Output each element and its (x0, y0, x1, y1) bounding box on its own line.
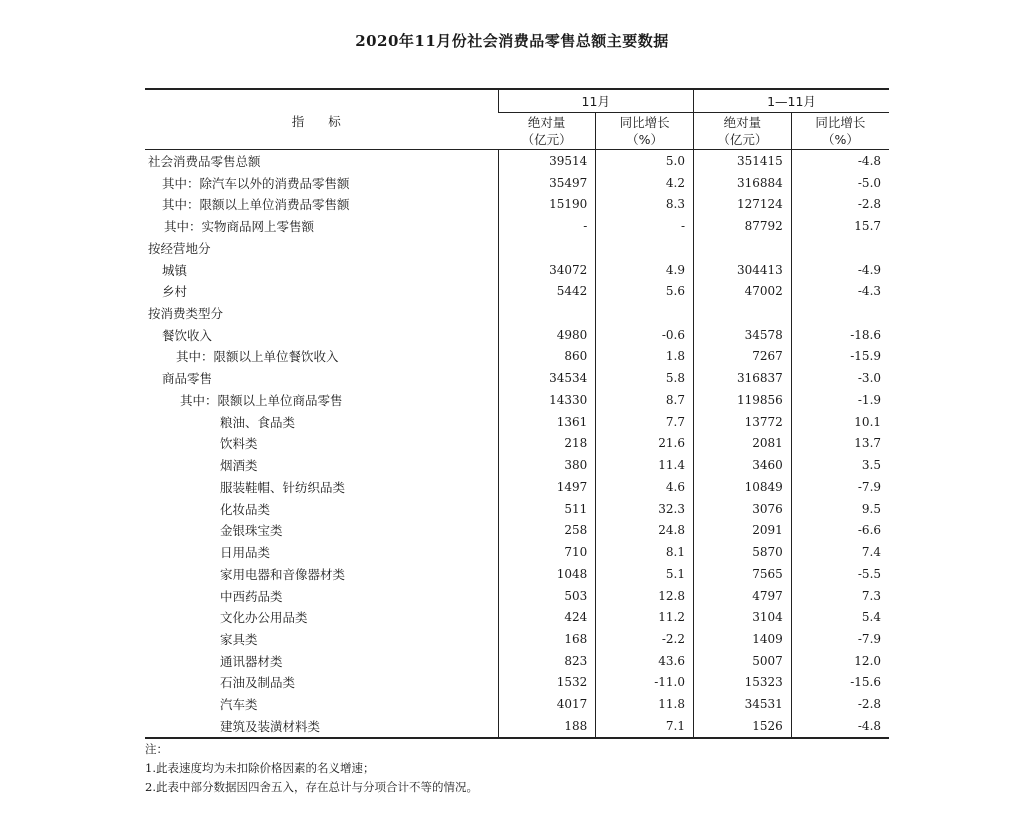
nov-yoy-cell: 5.1 (596, 563, 694, 585)
ytd-yoy-cell: 15.7 (791, 215, 889, 237)
ytd-absolute-cell: 10849 (694, 476, 792, 498)
ytd-yoy-cell: -15.9 (791, 346, 889, 368)
ytd-yoy-cell: -4.9 (791, 259, 889, 281)
table-row (145, 693, 889, 715)
ytd-yoy-cell: -4.8 (791, 715, 889, 738)
ytd-yoy-cell: 13.7 (791, 433, 889, 455)
nov-absolute-cell: 5442 (498, 280, 596, 302)
row-label: 家用电器和音像器材类 (220, 566, 346, 582)
ytd-yoy-cell: -7.9 (791, 476, 889, 498)
ytd-absolute-cell: 15323 (694, 672, 792, 694)
nov-yoy-cell: 43.6 (596, 650, 694, 672)
abs-unit: （亿元） (717, 132, 768, 147)
nov-absolute-cell: 1497 (498, 476, 596, 498)
nov-yoy-cell: 5.8 (596, 367, 694, 389)
nov-absolute-cell: 34534 (498, 367, 596, 389)
ytd-absolute-cell: 87792 (694, 215, 792, 237)
table-row (145, 172, 889, 194)
table-row (145, 715, 889, 738)
nov-absolute-cell: 188 (498, 715, 596, 738)
page-title: 2020年11月份社会消费品零售总额主要数据 (355, 32, 669, 50)
ytd-absolute-cell: 3104 (694, 606, 792, 628)
table-body (145, 150, 889, 738)
abs-label: 绝对量 (527, 115, 566, 130)
ytd-yoy-cell: -2.8 (791, 193, 889, 215)
notes-heading: 注： (145, 742, 168, 756)
ytd-yoy-cell: 5.4 (791, 606, 889, 628)
ytd-absolute-cell: 34531 (694, 693, 792, 715)
ytd-absolute-cell: 316884 (694, 172, 792, 194)
ytd-yoy-cell: -7.9 (791, 628, 889, 650)
ytd-absolute-cell: 1526 (694, 715, 792, 738)
row-label: 其中：实物商品网上零售额 (164, 219, 315, 235)
retail-sales-table (145, 88, 889, 739)
row-label: 化妆品类 (220, 501, 271, 517)
row-label: 社会消费品零售总额 (148, 153, 261, 169)
nov-absolute-cell: 35497 (498, 172, 596, 194)
table-row (145, 454, 889, 476)
ytd-yoy-cell: 7.3 (791, 585, 889, 607)
ytd-absolute-cell: 34578 (694, 324, 792, 346)
ytd-absolute-header (694, 113, 792, 150)
ytd-yoy-cell: -4.8 (791, 150, 889, 172)
nov-absolute-cell: 823 (498, 650, 596, 672)
note-item: 2.此表中部分数据因四舍五入，存在总计与分项合计不等的情况。 (145, 780, 478, 794)
nov-absolute-cell (498, 237, 596, 259)
ytd-absolute-cell: 2091 (694, 519, 792, 541)
table-row (145, 433, 889, 455)
table-row (145, 672, 889, 694)
ytd-yoy-cell: 3.5 (791, 454, 889, 476)
nov-yoy-cell: 5.6 (596, 280, 694, 302)
yoy-label: 同比增长 (619, 115, 670, 130)
nov-absolute-cell: 218 (498, 433, 596, 455)
nov-absolute-cell: 380 (498, 454, 596, 476)
nov-yoy-cell: 8.7 (596, 389, 694, 411)
table-row (145, 650, 889, 672)
table-row (145, 302, 889, 324)
november-header: 11月 (498, 89, 694, 113)
ytd-absolute-cell: 47002 (694, 280, 792, 302)
ytd-absolute-cell: 2081 (694, 433, 792, 455)
yoy-unit: （%） (626, 132, 664, 147)
ytd-yoy-cell: 10.1 (791, 411, 889, 433)
nov-yoy-cell: 8.1 (596, 541, 694, 563)
row-label: 家具类 (220, 632, 258, 648)
row-label: 其中：除汽车以外的消费品零售额 (162, 175, 350, 191)
nov-yoy-cell: 4.6 (596, 476, 694, 498)
row-label: 其中：限额以上单位消费品零售额 (162, 197, 350, 213)
nov-absolute-cell: 710 (498, 541, 596, 563)
nov-absolute-cell: 34072 (498, 259, 596, 281)
nov-yoy-cell: 11.2 (596, 606, 694, 628)
ytd-yoy-cell: -6.6 (791, 519, 889, 541)
nov-absolute-cell: 4980 (498, 324, 596, 346)
row-label: 文化办公用品类 (220, 610, 308, 626)
row-label: 烟酒类 (220, 458, 258, 474)
ytd-yoy-cell: -15.6 (791, 672, 889, 694)
nov-absolute-cell: 424 (498, 606, 596, 628)
row-label: 金银珠宝类 (220, 523, 283, 539)
row-label: 石油及制品类 (220, 675, 296, 691)
row-label: 其中：限额以上单位商品零售 (180, 392, 343, 408)
nov-absolute-cell: 860 (498, 346, 596, 368)
ytd-yoy-cell: 7.4 (791, 541, 889, 563)
table-row (145, 541, 889, 563)
nov-absolute-cell: 503 (498, 585, 596, 607)
ytd-absolute-cell: 3460 (694, 454, 792, 476)
abs-unit: （亿元） (521, 132, 572, 147)
nov-absolute-cell: 1048 (498, 563, 596, 585)
jan-nov-header: 1—11月 (694, 89, 890, 113)
row-label: 城镇 (162, 262, 188, 278)
ytd-absolute-cell: 1409 (694, 628, 792, 650)
ytd-absolute-cell (694, 237, 792, 259)
ytd-absolute-cell: 304413 (694, 259, 792, 281)
row-label: 日用品类 (220, 545, 271, 561)
nov-absolute-header (498, 113, 596, 150)
ytd-absolute-cell: 5870 (694, 541, 792, 563)
abs-label: 绝对量 (723, 115, 762, 130)
nov-absolute-cell: 39514 (498, 150, 596, 172)
ytd-yoy-cell: -5.0 (791, 172, 889, 194)
nov-yoy-cell: 21.6 (596, 433, 694, 455)
table-row (145, 367, 889, 389)
nov-yoy-cell: - (596, 215, 694, 237)
row-label: 服装鞋帽、针纺织品类 (220, 479, 346, 495)
note-item: 1.此表速度均为未扣除价格因素的名义增速； (145, 761, 375, 775)
table-row (145, 519, 889, 541)
table-row (145, 237, 889, 259)
nov-yoy-cell (596, 237, 694, 259)
table-row (145, 193, 889, 215)
nov-yoy-header (596, 113, 694, 150)
row-label: 中西药品类 (220, 588, 283, 604)
ytd-yoy-cell: -1.9 (791, 389, 889, 411)
ytd-yoy-cell: -18.6 (791, 324, 889, 346)
notes (145, 740, 478, 797)
ytd-absolute-cell: 119856 (694, 389, 792, 411)
table-row (145, 324, 889, 346)
row-label: 汽车类 (220, 697, 258, 713)
ytd-yoy-cell: -3.0 (791, 367, 889, 389)
ytd-yoy-cell: -5.5 (791, 563, 889, 585)
table-row (145, 389, 889, 411)
ytd-yoy-cell: 9.5 (791, 498, 889, 520)
row-label: 商品零售 (162, 371, 213, 387)
ytd-absolute-cell: 5007 (694, 650, 792, 672)
nov-yoy-cell: 7.1 (596, 715, 694, 738)
table-row (145, 215, 889, 237)
ytd-absolute-cell: 351415 (694, 150, 792, 172)
nov-yoy-cell: -0.6 (596, 324, 694, 346)
nov-absolute-cell: 1532 (498, 672, 596, 694)
nov-absolute-cell: 15190 (498, 193, 596, 215)
indicator-header: 指 标 (145, 89, 498, 150)
ytd-yoy-cell: -4.3 (791, 280, 889, 302)
ytd-yoy-cell: -2.8 (791, 693, 889, 715)
ytd-yoy-cell (791, 302, 889, 324)
nov-yoy-cell: -2.2 (596, 628, 694, 650)
row-label: 餐饮收入 (162, 327, 213, 343)
nov-absolute-cell: 258 (498, 519, 596, 541)
ytd-absolute-cell: 316837 (694, 367, 792, 389)
ytd-absolute-cell: 7565 (694, 563, 792, 585)
yoy-label: 同比增长 (815, 115, 866, 130)
ytd-absolute-cell (694, 302, 792, 324)
nov-yoy-cell: 7.7 (596, 411, 694, 433)
nov-yoy-cell: 11.8 (596, 693, 694, 715)
table-row (145, 150, 889, 172)
nov-absolute-cell (498, 302, 596, 324)
table-row (145, 563, 889, 585)
nov-yoy-cell: 24.8 (596, 519, 694, 541)
row-label: 按消费类型分 (148, 306, 224, 321)
ytd-absolute-cell: 127124 (694, 193, 792, 215)
nov-yoy-cell: 8.3 (596, 193, 694, 215)
ytd-absolute-cell: 4797 (694, 585, 792, 607)
yoy-unit: （%） (821, 132, 859, 147)
row-label: 其中：限额以上单位餐饮收入 (176, 349, 339, 365)
nov-yoy-cell: 4.2 (596, 172, 694, 194)
table-row (145, 606, 889, 628)
table-row (145, 411, 889, 433)
row-label: 粮油、食品类 (220, 414, 296, 430)
row-label: 饮料类 (220, 436, 258, 452)
ytd-absolute-cell: 13772 (694, 411, 792, 433)
table-row (145, 628, 889, 650)
nov-absolute-cell: 14330 (498, 389, 596, 411)
nov-yoy-cell: 12.8 (596, 585, 694, 607)
nov-yoy-cell: 5.0 (596, 150, 694, 172)
table-row (145, 280, 889, 302)
nov-absolute-cell: - (498, 215, 596, 237)
ytd-yoy-cell: 12.0 (791, 650, 889, 672)
nov-yoy-cell: 11.4 (596, 454, 694, 476)
ytd-absolute-cell: 7267 (694, 346, 792, 368)
ytd-absolute-cell: 3076 (694, 498, 792, 520)
ytd-yoy-cell (791, 237, 889, 259)
table-header (145, 89, 889, 150)
nov-yoy-cell (596, 302, 694, 324)
nov-absolute-cell: 168 (498, 628, 596, 650)
table-row (145, 346, 889, 368)
nov-absolute-cell: 511 (498, 498, 596, 520)
nov-yoy-cell: 4.9 (596, 259, 694, 281)
nov-yoy-cell: 32.3 (596, 498, 694, 520)
nov-absolute-cell: 1361 (498, 411, 596, 433)
nov-absolute-cell: 4017 (498, 693, 596, 715)
row-label: 建筑及装潢材料类 (145, 715, 498, 738)
ytd-yoy-header (791, 113, 889, 150)
table-row (145, 476, 889, 498)
row-label: 乡村 (162, 284, 188, 300)
nov-yoy-cell: -11.0 (596, 672, 694, 694)
row-label: 按经营地分 (148, 240, 211, 256)
table-row (145, 585, 889, 607)
nov-yoy-cell: 1.8 (596, 346, 694, 368)
table-row (145, 498, 889, 520)
row-label: 通讯器材类 (220, 653, 283, 669)
table-row (145, 259, 889, 281)
